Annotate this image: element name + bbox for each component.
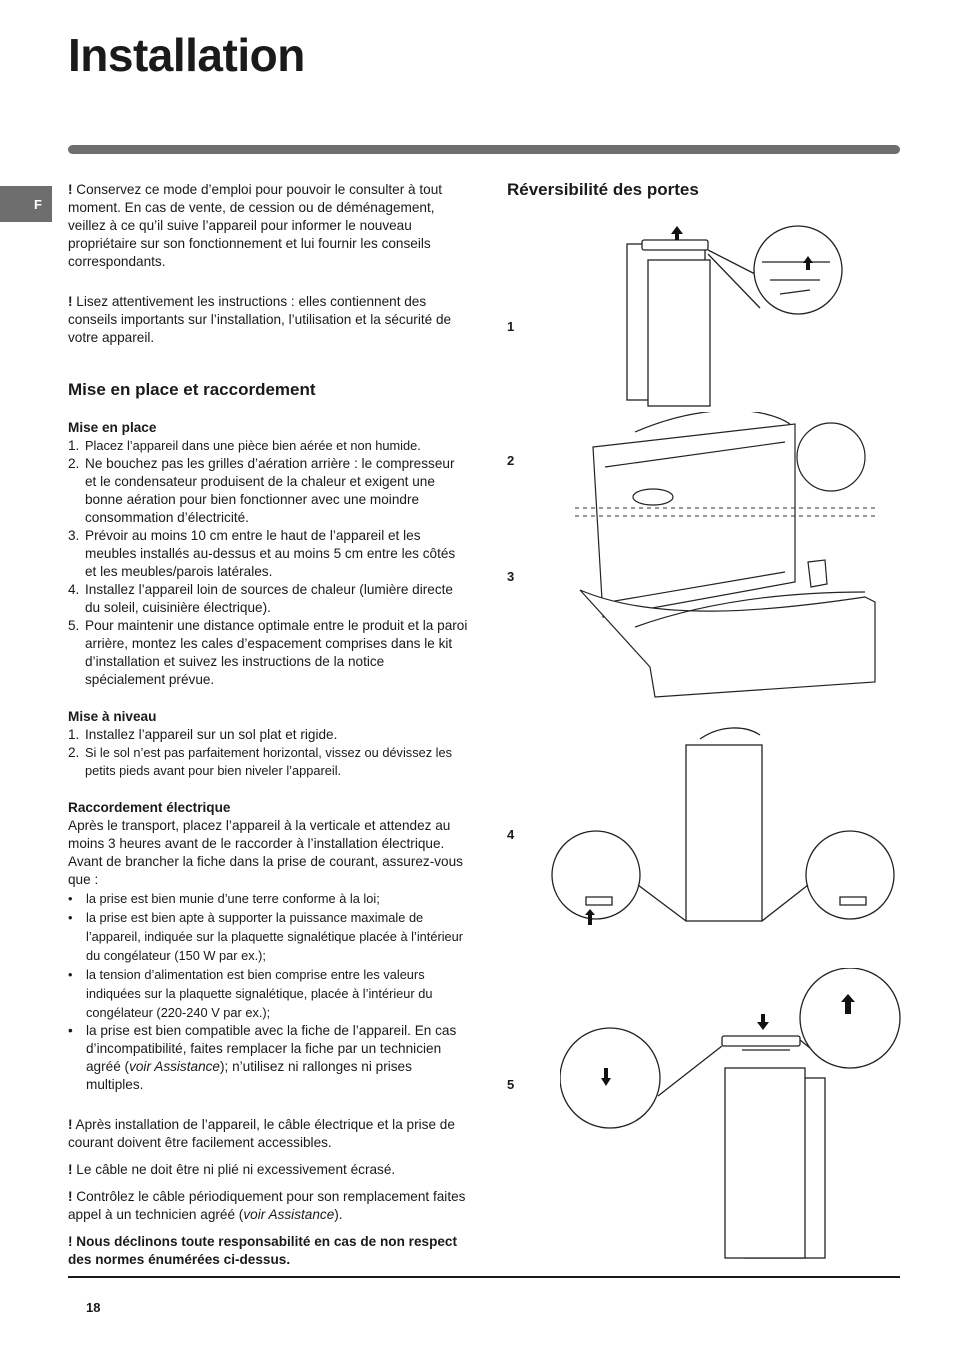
step-number-1: 1	[507, 319, 515, 334]
list-item: 5. Pour maintenir une distance optimale entre le produit et la paroi arrière, montez les cales d’espacement comprises dans le kit d’installation et suivez les instructions de la notice spécialement prévue.	[68, 618, 468, 687]
leveling-heading: Mise à niveau	[68, 709, 157, 724]
warning-cable: ! Le câble ne doit être ni plié ni excessivement écrasé.	[68, 1162, 396, 1177]
page-number: 18	[86, 1300, 101, 1315]
placement-list	[68, 437, 468, 689]
figure-step-2-3	[565, 412, 885, 702]
figure-step-5	[560, 968, 905, 1268]
list-item: 1. Installez l’appareil sur un sol plat et rigide.	[68, 727, 338, 742]
leveling-list	[68, 726, 468, 780]
warning-accessible: ! Après installation de l’appareil, le câble électrique et la prise de courant doivent être facilement accessibles.	[68, 1117, 455, 1150]
door-reversal-heading: Réversibilité des portes	[507, 180, 699, 199]
section-heading: Mise en place et raccordement	[68, 380, 316, 399]
language-tab: F	[0, 186, 52, 222]
list-item: 2. Ne bouchez pas les grilles d’aération arrière : le compresseur et le condensateur produisent de la chaleur et exigent une bonne aération pour bien fonctionner avec une moindre consommation d’électricité.	[68, 456, 455, 525]
header-divider	[68, 145, 900, 154]
down-arrow-icon	[757, 1014, 769, 1030]
electrical-checklist	[68, 889, 468, 1094]
step-number-2: 2	[507, 453, 515, 468]
page-title: Installation	[68, 29, 305, 81]
footer-divider	[68, 1276, 900, 1278]
disclaimer: ! Nous déclinons toute responsabilité en cas de non respect des normes énumérées ci-dessus.	[68, 1234, 458, 1267]
list-item: 3. Prévoir au moins 10 cm entre le haut de l’appareil et les meubles installés au-dessus et au moins 5 cm entre les côtés et les meubles/parois latérales.	[68, 528, 456, 579]
step-number-3: 3	[507, 569, 515, 584]
figure-step-1	[590, 222, 850, 412]
list-item: 2. Si le sol n’est pas parfaitement horizontal, vissez ou dévissez les petits pieds avant pour bien niveler l’appareil.	[68, 745, 453, 778]
intro-note-1: ! Conservez ce mode d’emploi pour pouvoir le consulter à tout moment. En cas de vente, de cession ou de déménagement, veillez à ce qu’il suive l’appareil pour informer le nouveau propriétaire sur son fonctionnement et lui fournir les conseils correspondants.	[68, 182, 443, 269]
list-item: • la tension d’alimentation est bien comprise entre les valeurs indiquées sur la plaquette signalétique, placée à l’intérieur du congélateur (220-240 V par ex.);	[68, 967, 433, 1020]
electrical-heading: Raccordement électrique	[68, 800, 231, 815]
list-item: • la prise est bien compatible avec la fiche de l’appareil. En cas d’incompatibilité, faites remplacer la fiche par un technicien agréé (voir Assistance); n’utilisez ni rallonges ni prises multiples.	[68, 1023, 457, 1092]
intro-note-2: ! Lisez attentivement les instructions : elles contiennent des conseils importants sur l’installation, l’utilisation et la sécurité de votre appareil.	[68, 294, 452, 345]
step-number-4: 4	[507, 827, 515, 842]
up-arrow-icon	[671, 226, 683, 240]
warning-inspect: ! Contrôlez le câble périodiquement pour son remplacement faites appel à un technicien agréé (voir Assistance).	[68, 1189, 466, 1222]
placement-heading: Mise en place	[68, 420, 157, 435]
figure-step-4	[550, 725, 900, 935]
list-item: 4. Installez l’appareil loin de sources de chaleur (lumière directe du soleil, cuisinière électrique).	[68, 582, 453, 615]
list-item: • la prise est bien munie d’une terre conforme à la loi;	[68, 891, 380, 906]
list-item: 1. Placez l’appareil dans une pièce bien aérée et non humide.	[68, 438, 421, 453]
left-column	[68, 181, 468, 1269]
electrical-intro: Après le transport, placez l’appareil à la verticale et attendez au moins 3 heures avant de le raccorder à l’installation électrique. Avant de brancher la fiche dans la prise de courant, assurez-vous que :	[68, 818, 463, 887]
list-item: • la prise est bien apte à supporter la puissance maximale de l’appareil, indiquée sur la plaquette signalétique placée à l’intérieur du congélateur (150 W par ex.);	[68, 910, 464, 963]
step-number-5: 5	[507, 1077, 515, 1092]
